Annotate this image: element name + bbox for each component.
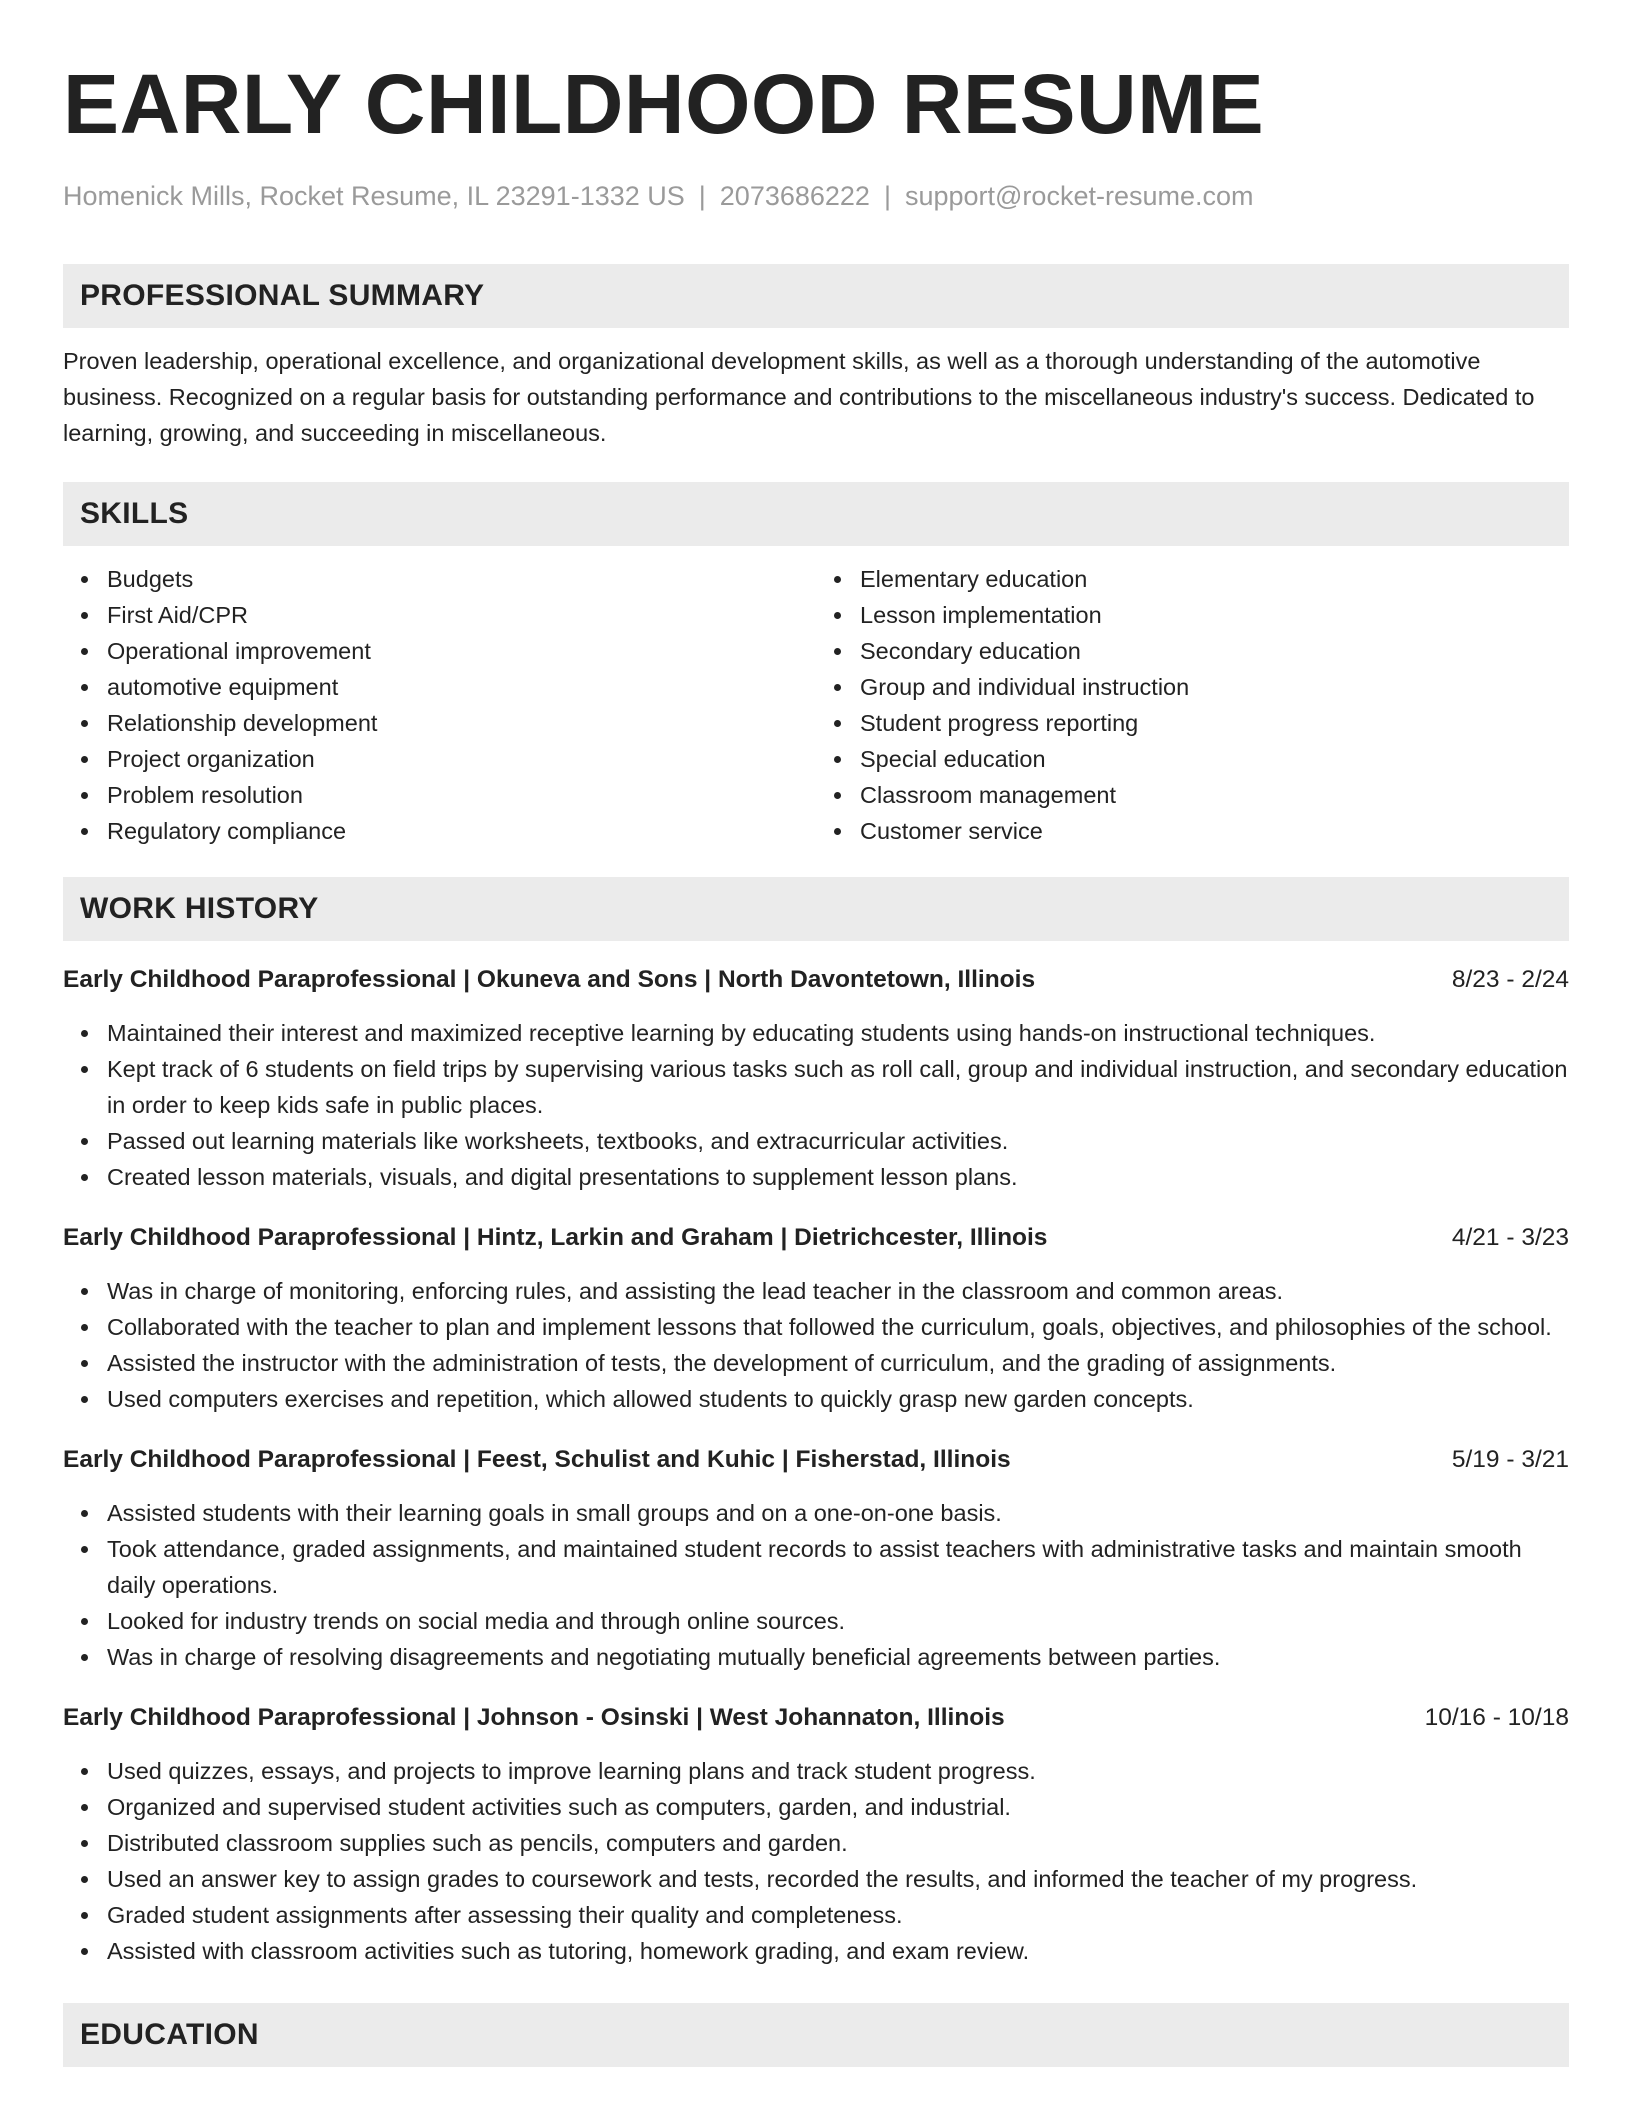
skill-item: Project organization [107, 741, 816, 777]
skill-item: Problem resolution [107, 777, 816, 813]
section-heading-work-history: WORK HISTORY [63, 877, 1569, 941]
duty-item: Was in charge of resolving disagreements and negotiating mutually beneficial agreements between parties. [107, 1639, 1569, 1675]
section-heading-skills: SKILLS [63, 482, 1569, 546]
contact-separator: | [883, 181, 891, 211]
job-entry [63, 1443, 1569, 1675]
skills-column-right [816, 561, 1569, 849]
duty-item: Took attendance, graded assignments, and maintained student records to assist teachers with administrative tasks and maintain smooth daily operations. [107, 1531, 1569, 1603]
skill-item: Student progress reporting [860, 705, 1569, 741]
skill-item: automotive equipment [107, 669, 816, 705]
duty-item: Graded student assignments after assessing their quality and completeness. [107, 1897, 1569, 1933]
contact-line [63, 178, 1569, 214]
duty-item: Kept track of 6 students on field trips by supervising various tasks such as roll call, group and individual instruction, and secondary education in order to keep kids safe in public places. [107, 1051, 1569, 1123]
job-title: Early Childhood Paraprofessional | Okuneva and Sons | North Davontetown, Illinois [63, 966, 1036, 993]
skill-item: Regulatory compliance [107, 813, 816, 849]
job-duties [63, 1015, 1569, 1195]
skills-list [63, 561, 1569, 849]
job-duties [63, 1273, 1569, 1417]
skill-item: Lesson implementation [860, 597, 1569, 633]
duty-item: Assisted students with their learning goals in small groups and on a one-on-one basis. [107, 1495, 1569, 1531]
skill-item: Customer service [860, 813, 1569, 849]
skill-item: Relationship development [107, 705, 816, 741]
job-entry [63, 1701, 1569, 1969]
duty-item: Looked for industry trends on social media and through online sources. [107, 1603, 1569, 1639]
section-heading-education: EDUCATION [63, 2003, 1569, 2067]
job-title: Early Childhood Paraprofessional | Johnson - Osinski | West Johannaton, Illinois [63, 1704, 1005, 1731]
job-dates: 5/19 - 3/21 [1451, 1446, 1569, 1473]
duty-item: Used an answer key to assign grades to coursework and tests, recorded the results, and informed the teacher of my progress. [107, 1861, 1569, 1897]
duty-item: Used computers exercises and repetition, which allowed students to quickly grasp new garden concepts. [107, 1381, 1569, 1417]
duty-item: Assisted with classroom activities such as tutoring, homework grading, and exam review. [107, 1933, 1569, 1969]
skill-item: Special education [860, 741, 1569, 777]
job-dates: 10/16 - 10/18 [1424, 1704, 1569, 1731]
summary-text: Proven leadership, operational excellence, and organizational development skills, as well as a thorough understanding of the automotive business. Recognized on a regular basis for outstanding performance and contributions to the miscellaneous industry's success. Dedicated to learning, growing, and succeeding in miscellaneous. [63, 348, 1535, 446]
duty-item: Maintained their interest and maximized receptive learning by educating students using hands-on instructional techniques. [107, 1015, 1569, 1051]
job-header [63, 1221, 1569, 1255]
resume-title: EARLY CHILDHOOD RESUME [63, 57, 1265, 151]
job-header [63, 1443, 1569, 1477]
duty-item: Collaborated with the teacher to plan and implement lessons that followed the curriculum, goals, objectives, and philosophies of the school. [107, 1309, 1569, 1345]
skill-item: Operational improvement [107, 633, 816, 669]
job-dates: 4/21 - 3/23 [1451, 1224, 1569, 1251]
skill-item: Classroom management [860, 777, 1569, 813]
skill-item: Group and individual instruction [860, 669, 1569, 705]
duty-item: Was in charge of monitoring, enforcing rules, and assisting the lead teacher in the classroom and common areas. [107, 1273, 1569, 1309]
contact-address: Homenick Mills, Rocket Resume, IL 23291-1332 US [63, 181, 685, 211]
section-heading-summary: PROFESSIONAL SUMMARY [63, 264, 1569, 328]
skill-item: First Aid/CPR [107, 597, 816, 633]
duty-item: Created lesson materials, visuals, and digital presentations to supplement lesson plans. [107, 1159, 1569, 1195]
job-duties [63, 1753, 1569, 1969]
job-dates: 8/23 - 2/24 [1451, 966, 1569, 993]
job-header [63, 963, 1569, 997]
skill-item: Budgets [107, 561, 816, 597]
contact-separator: | [698, 181, 706, 211]
contact-phone: 2073686222 [719, 181, 870, 211]
duty-item: Assisted the instructor with the administration of tests, the development of curriculum, and the grading of assignments. [107, 1345, 1569, 1381]
skills-column-left [63, 561, 816, 849]
duty-item: Used quizzes, essays, and projects to improve learning plans and track student progress. [107, 1753, 1569, 1789]
job-title: Early Childhood Paraprofessional | Feest, Schulist and Kuhic | Fisherstad, Illinois [63, 1446, 1011, 1473]
job-duties [63, 1495, 1569, 1675]
duty-item: Distributed classroom supplies such as pencils, computers and garden. [107, 1825, 1569, 1861]
skill-item: Secondary education [860, 633, 1569, 669]
skill-item: Elementary education [860, 561, 1569, 597]
job-header [63, 1701, 1569, 1735]
job-entry [63, 1221, 1569, 1417]
contact-email: support@rocket-resume.com [904, 181, 1254, 211]
duty-item: Organized and supervised student activities such as computers, garden, and industrial. [107, 1789, 1569, 1825]
job-entry [63, 963, 1569, 1195]
duty-item: Passed out learning materials like worksheets, textbooks, and extracurricular activities. [107, 1123, 1569, 1159]
job-title: Early Childhood Paraprofessional | Hintz, Larkin and Graham | Dietrichcester, Illinois [63, 1224, 1048, 1251]
